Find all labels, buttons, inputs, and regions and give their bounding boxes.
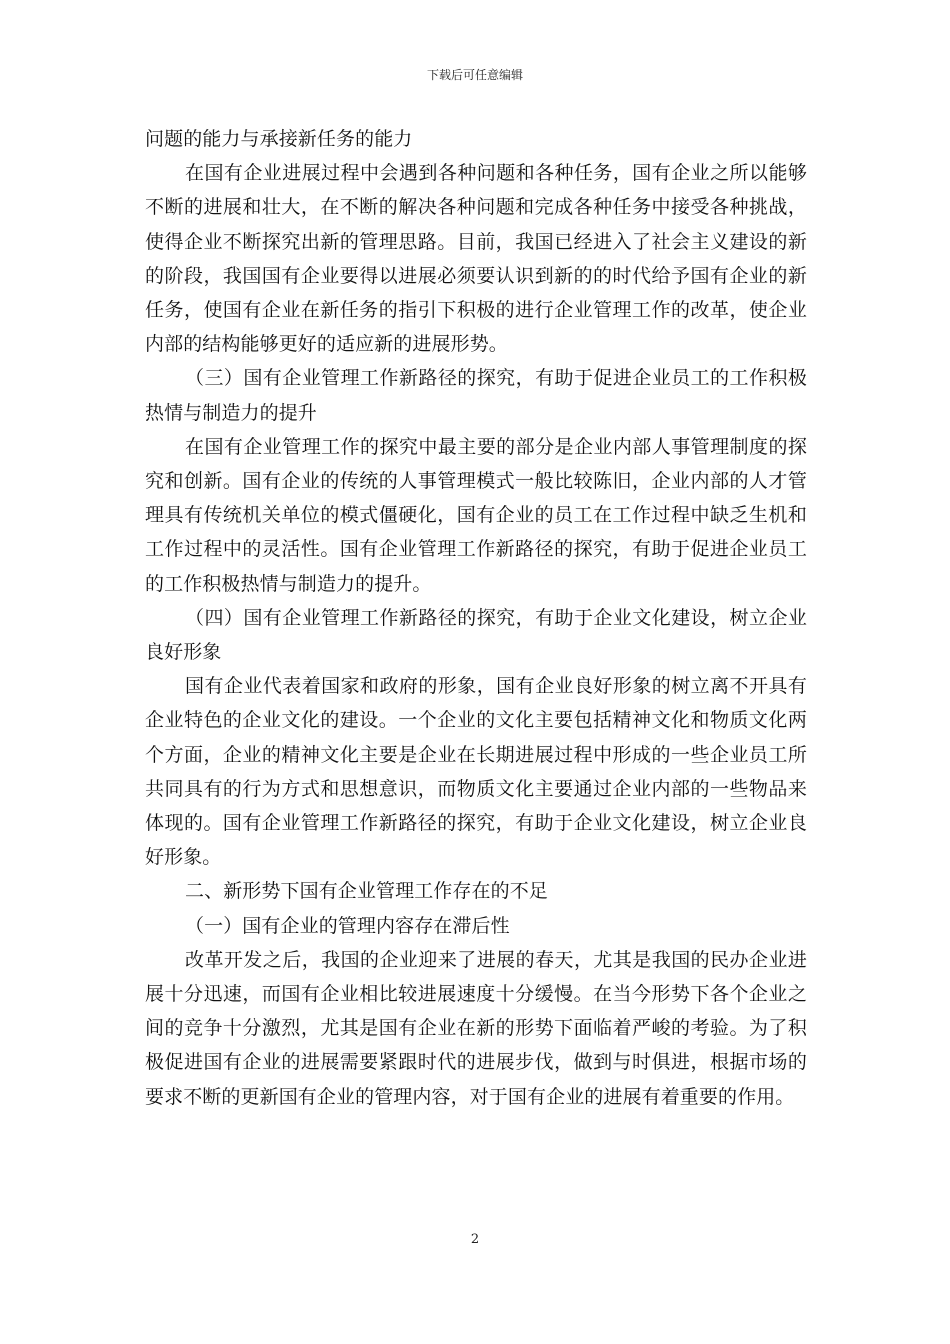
- section-subheading: （三）国有企业管理工作新路径的探究，有助于促进企业员工的工作积极热情与制造力的提升: [145, 367, 807, 424]
- body-paragraph: 在国有企业进展过程中会遇到各种问题和各种任务，国有企业之所以能够不断的进展和壮大，在不断的解决各种问题和完成各种任务中接受各种挑战，使得企业不断探究出新的管理思路。目前，我国已经进入了社会主义建设的新的阶段，我国国有企业要得以进展必须要认识到新的的时代给予国有企业的新任务，使国有企业在新任务的指引下积极的进行企业管理工作的改革，使企业内部的结构能够更好的适应新的进展形势。: [145, 162, 807, 356]
- section-heading: 二、新形势下国有企业管理工作存在的不足: [185, 880, 548, 903]
- paragraph-continuation: 问题的能力与承接新任务的能力: [145, 128, 413, 150]
- page-header: 下载后可任意编辑: [426, 68, 523, 82]
- page-number: 2: [470, 1232, 480, 1247]
- body-paragraph: 国有企业代表着国家和政府的形象，国有企业良好形象的树立离不开具有企业特色的企业文化的建设。一个企业的文化主要包括精神文化和物质文化两个方面，企业的精神文化主要是企业在长期进展过程中形成的一些企业员工所共同具有的行为方式和思想意识，而物质文化主要通过企业内部的一些物品来体现的。国有企业管理工作新路径的探究，有助于企业文化建设，树立企业良好形象。: [145, 675, 807, 869]
- body-paragraph: 改革开发之后，我国的企业迎来了进展的春天，尤其是我国的民办企业进展十分迅速，而国有企业相比较进展速度十分缓慢。在当今形势下各个企业之间的竞争十分激烈，尤其是国有企业在新的形势下面临着严峻的考验。为了积极促进国有企业的进展需要紧跟时代的进展步伐，做到与时俱进，根据市场的要求不断的更新国有企业的管理内容，对于国有企业的进展有着重要的作用。: [145, 948, 807, 1108]
- body-paragraph: 在国有企业管理工作的探究中最主要的部分是企业内部人事管理制度的探究和创新。国有企业的传统的人事管理模式一般比较陈旧，企业内部的人才管理具有传统机关单位的模式僵硬化，国有企业的员工在工作过程中缺乏生机和工作过程中的灵活性。国有企业管理工作新路径的探究，有助于促进企业员工的工作积极热情与制造力的提升。: [145, 435, 807, 595]
- document-body: [145, 122, 807, 1114]
- section-subheading: （四）国有企业管理工作新路径的探究，有助于企业文化建设，树立企业良好形象: [145, 606, 807, 664]
- section-subheading: （一）国有企业的管理内容存在滞后性: [185, 914, 510, 937]
